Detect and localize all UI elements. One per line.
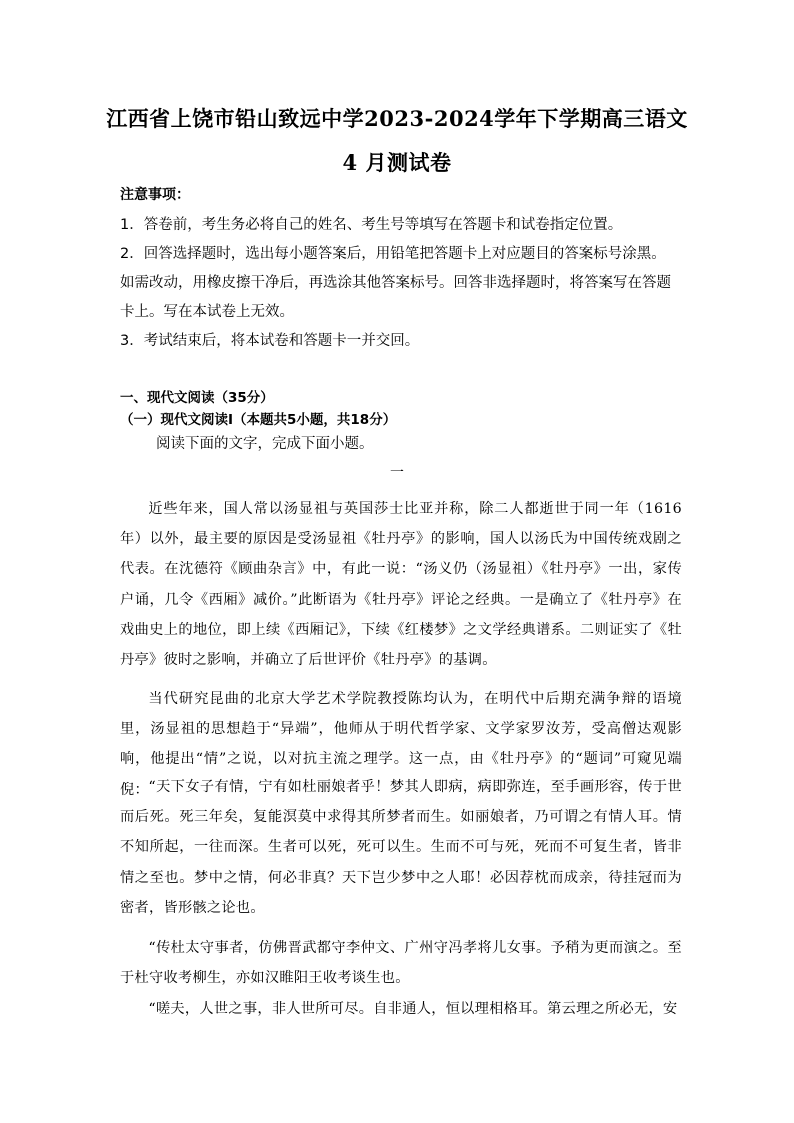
reading-instruction: 阅读下面的文字，完成下面小题。 bbox=[156, 436, 374, 452]
notice-heading: 注意事项： bbox=[120, 187, 190, 203]
notice-item: 3．考试结束后，将本试卷和答题卡一并交回。 bbox=[120, 333, 420, 349]
notice-item: 1．答卷前，考生务必将自己的姓名、考生号等填写在答题卡和试卷指定位置。 bbox=[120, 217, 623, 233]
subsection-heading: （一）现代文阅读Ⅰ（本题共5小题，共18分） bbox=[120, 412, 397, 428]
passage-part-marker: 一 bbox=[390, 465, 404, 481]
section-heading: 一、现代文阅读（35分） bbox=[120, 390, 274, 406]
document-title-line-1: 江西省上饶市铅山致远中学2023-2024学年下学期高三语文 bbox=[106, 106, 688, 131]
passage-paragraph: 当代研究昆曲的北京大学艺术学院教授陈均认为，在明代中后期充满争辩的语境里，汤显祖的思想趋于“异端”，他师从于明代哲学家、文学家罗汝芳，受高僧达观影响，他提出“情”之说，以对抗主流之理学。这一点，由《牡丹亭》的“题词”可窥见端倪： bbox=[120, 691, 682, 798]
passage-paragraph: “嗟夫，人世之事，非人世所可尽。自非通人，恒以理相格耳。第云理之所必无，安 bbox=[148, 1001, 678, 1017]
passage-paragraph: 近些年来，国人常以汤显祖与英国莎士比亚并称，除二人都逝世于同一年（1616年）以外，最主要的原因是受汤显祖《牡丹亭》的影响，国人以汤氏为中国传统戏剧之代表。在沈德符《顾曲杂言》中，有此一说：“汤义仍（汤显祖）《牡丹亭》一出，家传户诵，几令《西厢》减价。”此断语为《牡丹亭》评论之经典。一是确立了《牡丹亭》在戏曲史上的地位，即上续《西厢记》，下续《红楼梦》之文学经典谱系。二则证实了《牡丹亭》彼时之影响，并确立了后世评价《牡丹亭》的基调。 bbox=[120, 501, 682, 669]
document-title-line-2: 4 月测试卷 bbox=[342, 150, 452, 175]
notice-item: 2．回答选择题时，选出每小题答案后，用铅笔把答题卡上对应题目的答案标号涂黑。如需改动，用橡皮擦干净后，再选涂其他答案标号。回答非选择题时，将答案写在答题卡上。写在本试卷上无效。 bbox=[120, 246, 671, 320]
passage-paragraph: “天下女子有情，宁有如杜丽娘者乎！梦其人即病，病即弥连，至手画形容，传于世而后死。死三年矣，复能溟莫中求得其所梦者而生。如丽娘者，乃可谓之有情人耳。情不知所起，一往而深。生者可以死，死可以生。生而不可与死，死而不可复生者，皆非情之至也。梦中之情，何必非真？天下岂少梦中之人耶！必因荐枕而成亲，待挂冠而为密者，皆形骸之论也。 bbox=[120, 779, 682, 916]
passage-paragraph: “传杜太守事者，仿佛晋武都守李仲文、广州守冯孝将儿女事。予稍为更而演之。至于杜守收考柳生，亦如汉睢阳王收考谈生也。 bbox=[120, 940, 682, 987]
